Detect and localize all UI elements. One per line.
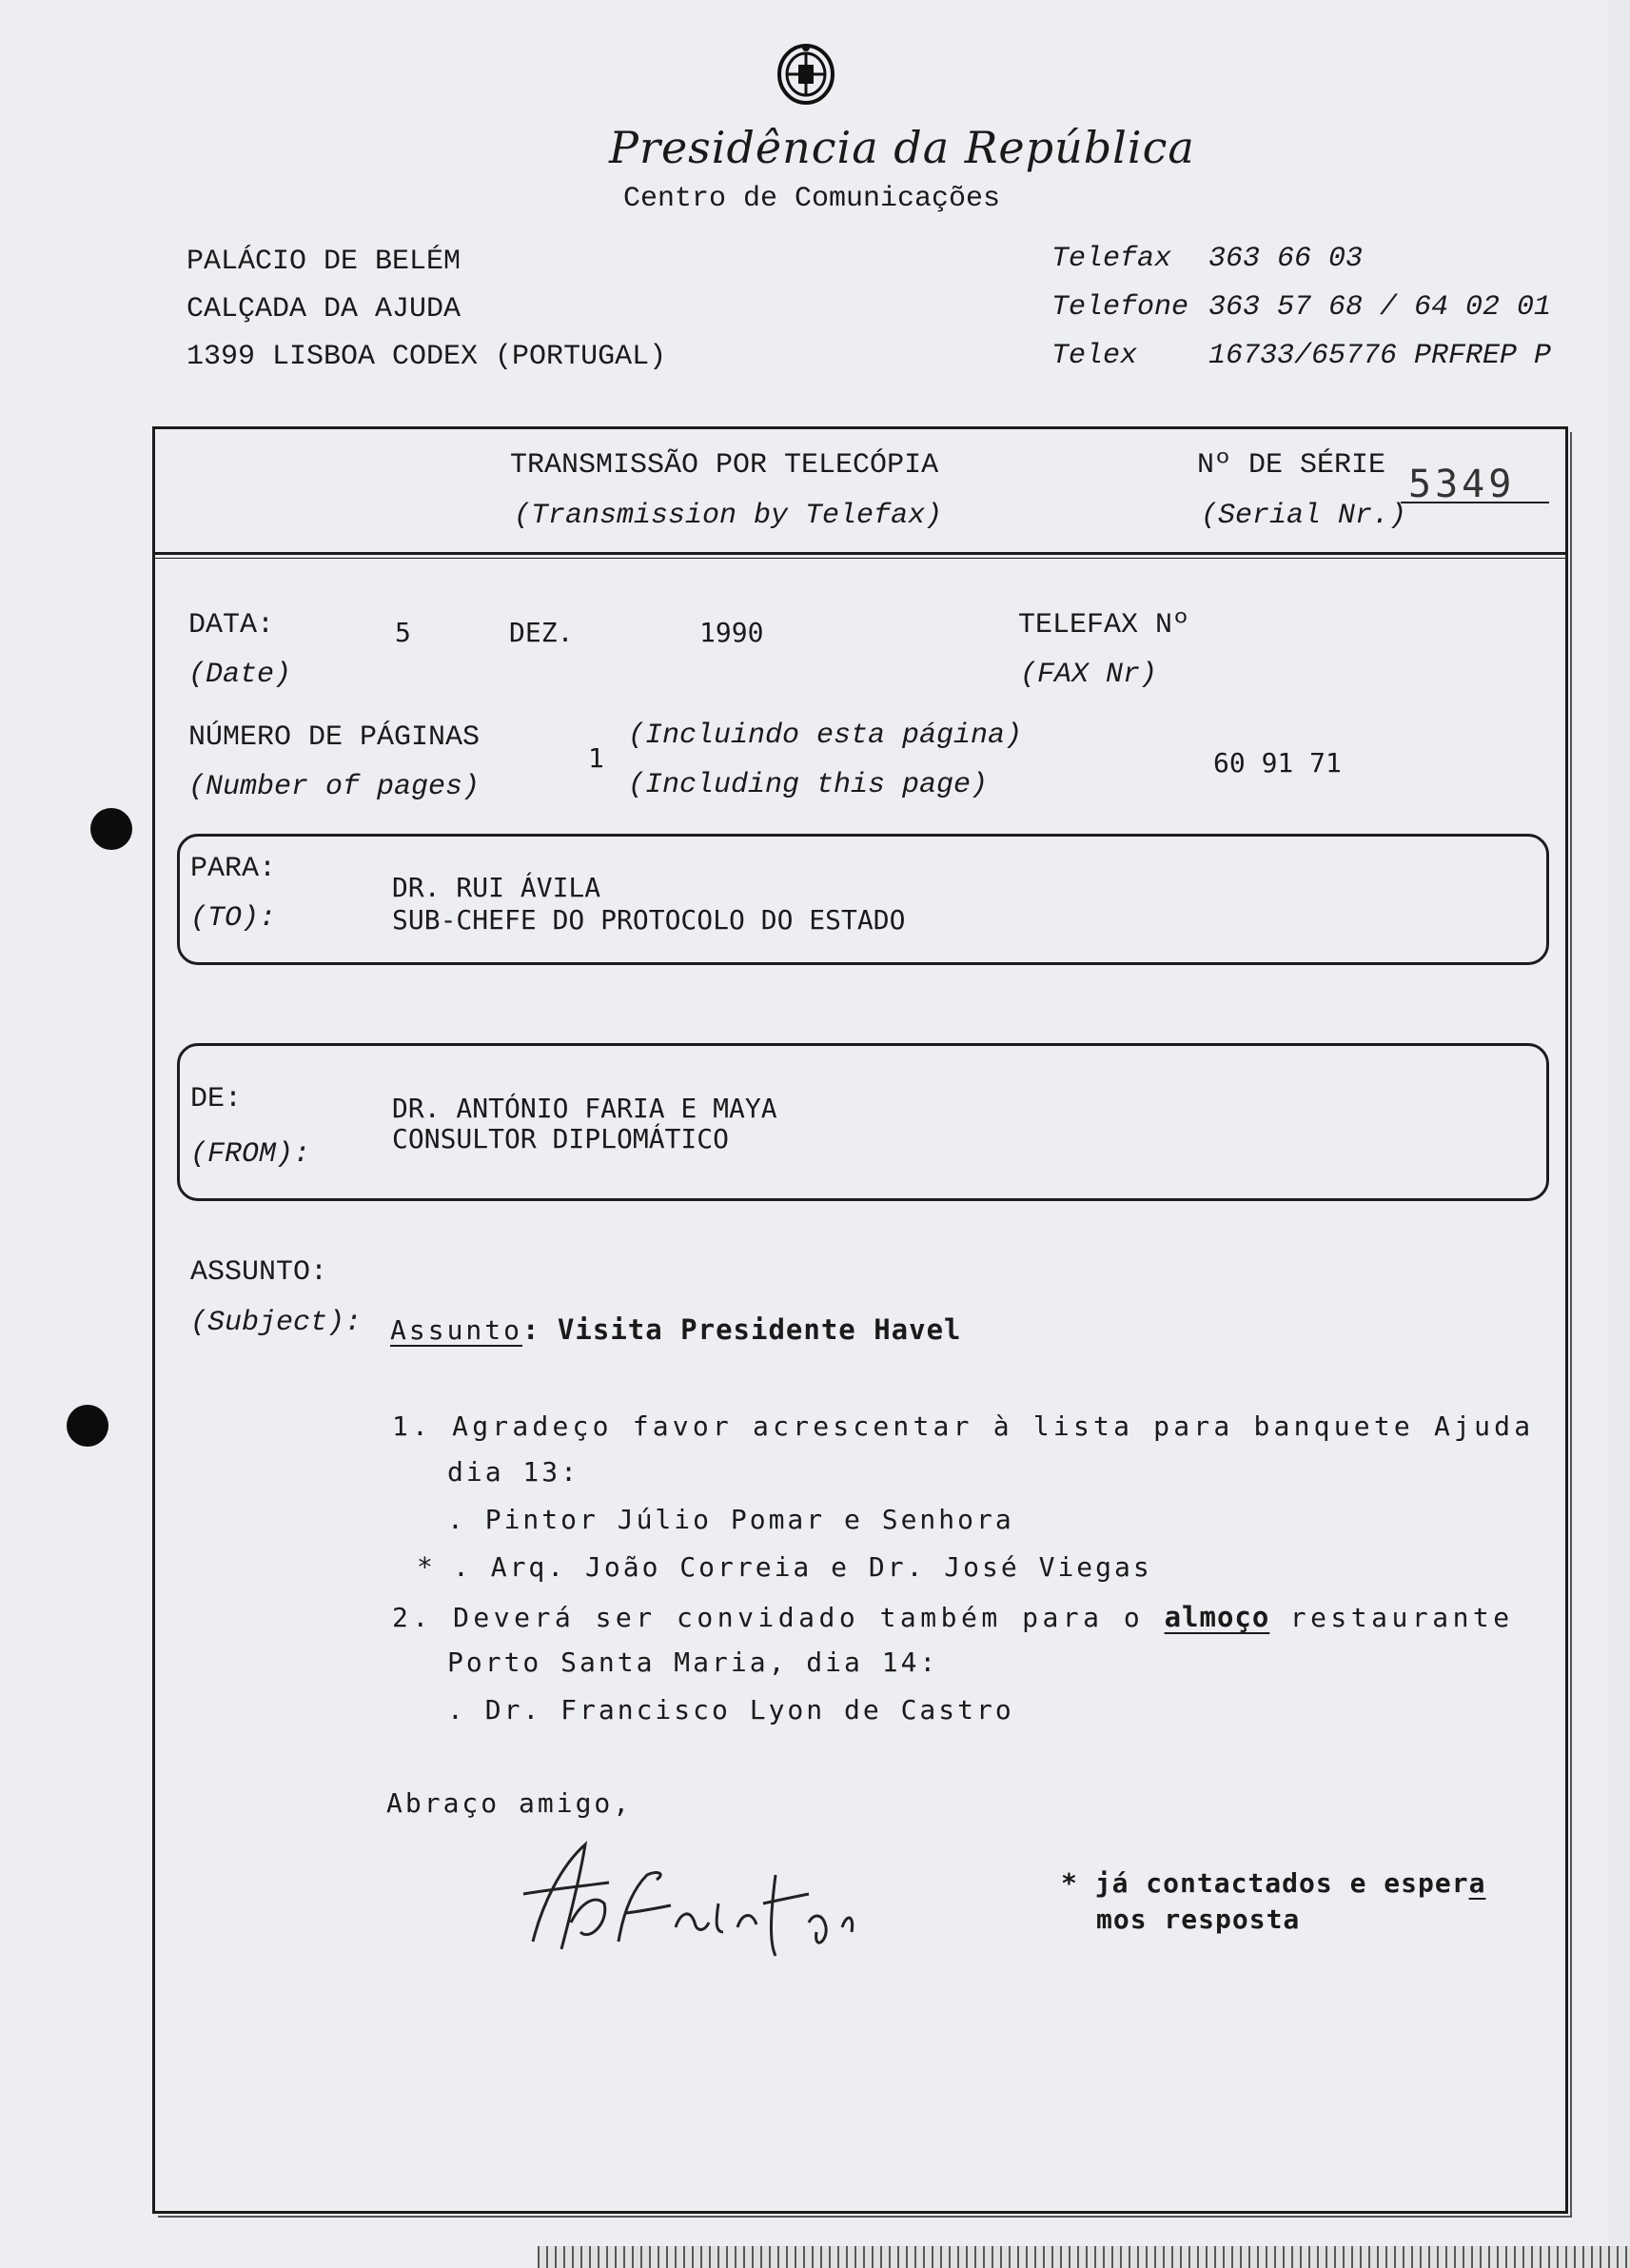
from-box <box>177 1043 1549 1201</box>
fax-label: TELEFAX Nº <box>1018 609 1190 641</box>
from-title: CONSULTOR DIPLOMÁTICO <box>392 1123 730 1154</box>
serial-underline <box>1401 502 1549 503</box>
letterhead-subtitle: Centro de Comunicações <box>623 183 1001 215</box>
pages-value: 1 <box>588 742 604 774</box>
pages-label-en: (Number of pages) <box>188 771 481 803</box>
to-title: SUB-CHEFE DO PROTOCOLO DO ESTADO <box>392 904 906 936</box>
serial-label-en: (Serial Nr.) <box>1201 500 1407 532</box>
subject-label: ASSUNTO: <box>190 1256 328 1289</box>
note-line2: mos resposta <box>1096 1903 1301 1935</box>
item1-guest2: . Arq. João Correia e Dr. José Viegas <box>453 1551 1152 1583</box>
note-line1-b: a <box>1468 1867 1486 1899</box>
telefone-value: 363 57 68 / 64 02 01 <box>1208 291 1552 324</box>
telex-label: Telex <box>1051 340 1138 372</box>
telefone-label: Telefone <box>1051 291 1189 324</box>
pages-label: NÚMERO DE PÁGINAS <box>188 721 481 754</box>
to-label-en: (TO): <box>190 902 277 935</box>
fax-number: 60 91 71 <box>1213 747 1342 779</box>
item1-guest2-mark: * <box>417 1551 433 1583</box>
subject-label-en: (Subject): <box>190 1307 363 1339</box>
header-divider <box>152 552 1568 555</box>
address-line-3: 1399 LISBOA CODEX (PORTUGAL) <box>187 341 667 373</box>
telefax-value: 363 66 03 <box>1208 243 1364 275</box>
serial-label: Nº DE SÉRIE <box>1197 449 1386 482</box>
signature-drawing <box>514 1837 875 1961</box>
to-box <box>177 834 1549 965</box>
subject-line <box>390 1313 962 1346</box>
coat-of-arms-seal-icon <box>776 40 836 107</box>
scan-ruler-strip <box>538 2246 1630 2268</box>
date-year: 1990 <box>699 617 764 648</box>
subject-text: : Visita Presidente Havel <box>522 1313 962 1346</box>
item2-line2: Porto Santa Maria, dia 14: <box>447 1647 939 1678</box>
header-divider-2 <box>152 558 1568 559</box>
item1-guest1: . Pintor Júlio Pomar e Senhora <box>447 1504 1014 1535</box>
item2-line1-c: restaurante <box>1269 1602 1514 1633</box>
date-label: DATA: <box>188 609 275 641</box>
serial-number: 5349 <box>1408 463 1516 506</box>
punch-hole-top <box>90 808 132 850</box>
date-label-en: (Date) <box>188 659 292 691</box>
from-label-en: (FROM): <box>190 1138 311 1171</box>
item2-line1 <box>392 1601 1514 1633</box>
subject-prefix: Assunto <box>390 1314 523 1346</box>
address-line-2: CALÇADA DA AJUDA <box>187 293 462 325</box>
item2-line1-b: almoço <box>1164 1601 1270 1633</box>
date-month: DEZ. <box>509 617 574 648</box>
item1-line2: dia 13: <box>447 1456 580 1488</box>
pages-note: (Incluindo esta página) <box>628 720 1023 752</box>
note-line1 <box>1061 1867 1485 1899</box>
item2-line1-a: 2. Deverá ser convidado também para o <box>392 1602 1165 1633</box>
item1-line1: 1. Agradeço favor acrescentar à lista para banquete Ajuda <box>392 1410 1535 1442</box>
note-line1-a: * já contactados e esper <box>1061 1867 1469 1899</box>
to-name: DR. RUI ÁVILA <box>392 872 601 903</box>
pages-note-en: (Including this page) <box>628 769 989 801</box>
transmission-title: TRANSMISSÃO POR TELECÓPIA <box>510 449 939 482</box>
item2-guest1: . Dr. Francisco Lyon de Castro <box>447 1694 1014 1726</box>
letterhead-title: Presidência da República <box>609 122 1195 173</box>
from-name: DR. ANTÓNIO FARIA E MAYA <box>392 1093 777 1124</box>
from-label: DE: <box>190 1083 243 1115</box>
closing: Abraço amigo, <box>386 1787 633 1819</box>
punch-hole-bottom <box>67 1405 108 1447</box>
telex-value: 16733/65776 PRFREP P <box>1208 340 1552 372</box>
address-line-1: PALÁCIO DE BELÉM <box>187 246 462 278</box>
transmission-title-en: (Transmission by Telefax) <box>514 500 943 532</box>
telefax-label: Telefax <box>1051 243 1172 275</box>
fax-label-en: (FAX Nr) <box>1020 659 1158 691</box>
date-day: 5 <box>395 617 411 648</box>
to-label: PARA: <box>190 853 277 885</box>
